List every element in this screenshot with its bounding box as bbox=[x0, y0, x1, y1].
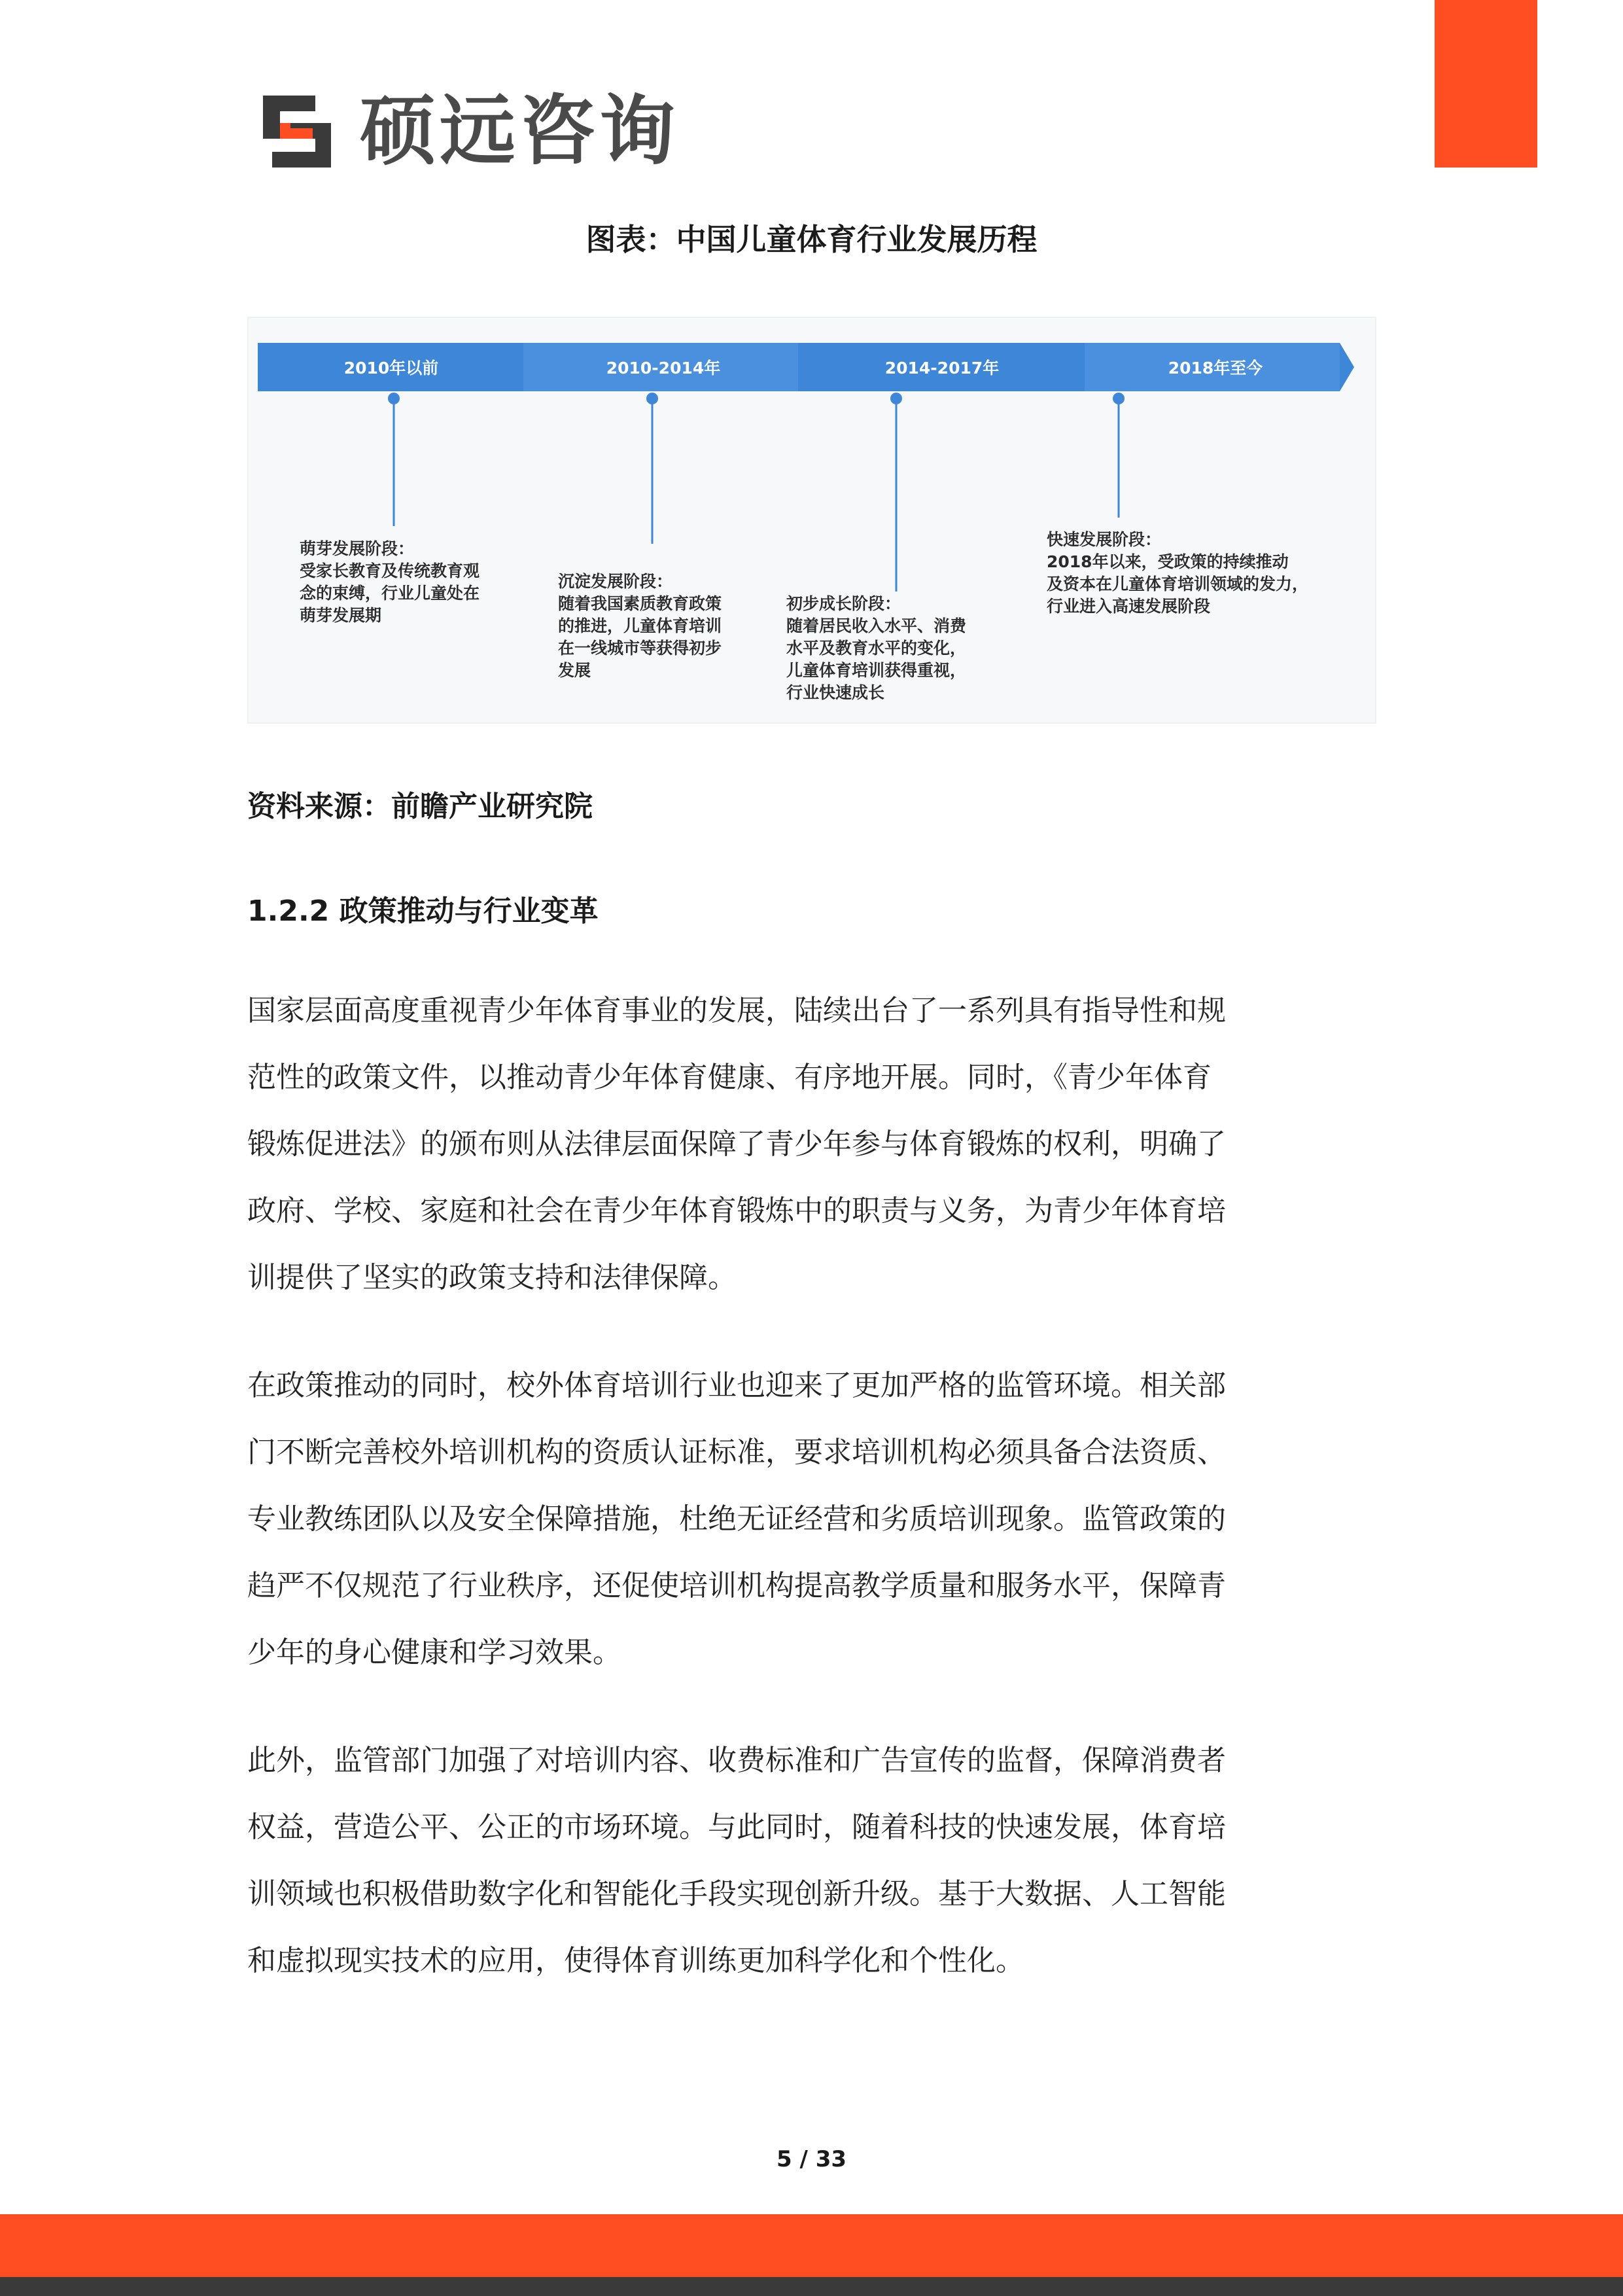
paragraph-line: 训提供了坚实的政策支持和法律保障。 bbox=[247, 1261, 737, 1294]
paragraph-line: 在政策推动的同时，校外体育培训行业也迎来了更加严格的监管环境。相关部 bbox=[247, 1369, 1226, 1402]
paragraph bbox=[247, 978, 1359, 1311]
paragraph-line: 锻炼促进法》的颁布则从法律层面保障了青少年参与体育锻炼的权利，明确了 bbox=[247, 1127, 1226, 1161]
paragraph-line: 权益，营造公平、公正的市场环境。与此同时，随着科技的快速发展，体育培 bbox=[247, 1810, 1226, 1844]
paragraph-line: 范性的政策文件，以推动青少年体育健康、有序地开展。同时，《青少年体育 bbox=[247, 1061, 1212, 1094]
stage-description: 快速发展阶段： 2018年以来，受政策的持续推动 及资本在儿童体育培训领域的发力， 行业进入高速发展阶段 bbox=[1047, 530, 1309, 616]
paragraph-line: 专业教练团队以及安全保障措施，杜绝无证经营和劣质培训现象。监管政策的 bbox=[247, 1502, 1226, 1536]
paragraph-line: 趋严不仅规范了行业秩序，还促使培训机构提高教学质量和服务水平，保障青 bbox=[247, 1569, 1226, 1602]
page-number: 5 / 33 bbox=[776, 2146, 847, 2172]
footer-accent-bar bbox=[0, 2214, 1623, 2277]
paragraph-line: 训领域也积极借助数字化和智能化手段实现创新升级。基于大数据、人工智能 bbox=[247, 1877, 1226, 1911]
period-label: 2014-2017年 bbox=[884, 359, 1000, 378]
stage-description: 萌芽发展阶段： 受家长教育及传统教育观 念的束缚，行业儿童处在 萌芽发展期 bbox=[300, 539, 480, 625]
logo-text: 硕远咨询 bbox=[360, 86, 679, 175]
timeline-chart bbox=[247, 317, 1376, 724]
paragraph-line: 政府、学校、家庭和社会在青少年体育锻炼中的职责与义务，为青少年体育培 bbox=[247, 1194, 1226, 1227]
stage-description: 初步成长阶段： 随着居民收入水平、消费 水平及教育水平的变化， 儿童体育培训获得重视， 行业快速成长 bbox=[786, 594, 967, 702]
period-label: 2010年以前 bbox=[343, 359, 439, 378]
paragraph-line: 门不断完善校外培训机构的资质认证标准，要求培训机构必须具备合法资质、 bbox=[247, 1436, 1226, 1469]
period-label: 2018年至今 bbox=[1168, 359, 1263, 378]
logo-mark-icon bbox=[263, 96, 341, 168]
footer-dark-strip bbox=[0, 2277, 1623, 2296]
period-label: 2010-2014年 bbox=[606, 359, 721, 378]
logo bbox=[263, 86, 679, 175]
paragraph bbox=[247, 1727, 1359, 1994]
paragraph-line: 此外，监管部门加强了对培训内容、收费标准和广告宣传的监督，保障消费者 bbox=[247, 1744, 1226, 1777]
paragraph-line: 和虚拟现实技术的应用，使得体育训练更加科学化和个性化。 bbox=[247, 1944, 1024, 1977]
figure-source: 资料来源：前瞻产业研究院 bbox=[247, 790, 593, 823]
figure-title: 图表：中国儿童体育行业发展历程 bbox=[585, 222, 1038, 257]
paragraph-line: 国家层面高度重视青少年体育事业的发展，陆续出台了一系列具有指导性和规 bbox=[247, 994, 1226, 1027]
stage-description: 沉淀发展阶段： 随着我国素质教育政策 的推进，儿童体育培训 在一线城市等获得初步 发展 bbox=[558, 572, 722, 680]
paragraph-line: 少年的身心健康和学习效果。 bbox=[247, 1636, 621, 1669]
paragraph bbox=[247, 1352, 1359, 1686]
section-heading: 1.2.2 政策推动与行业变革 bbox=[247, 894, 599, 928]
corner-accent-tab bbox=[1435, 0, 1537, 168]
